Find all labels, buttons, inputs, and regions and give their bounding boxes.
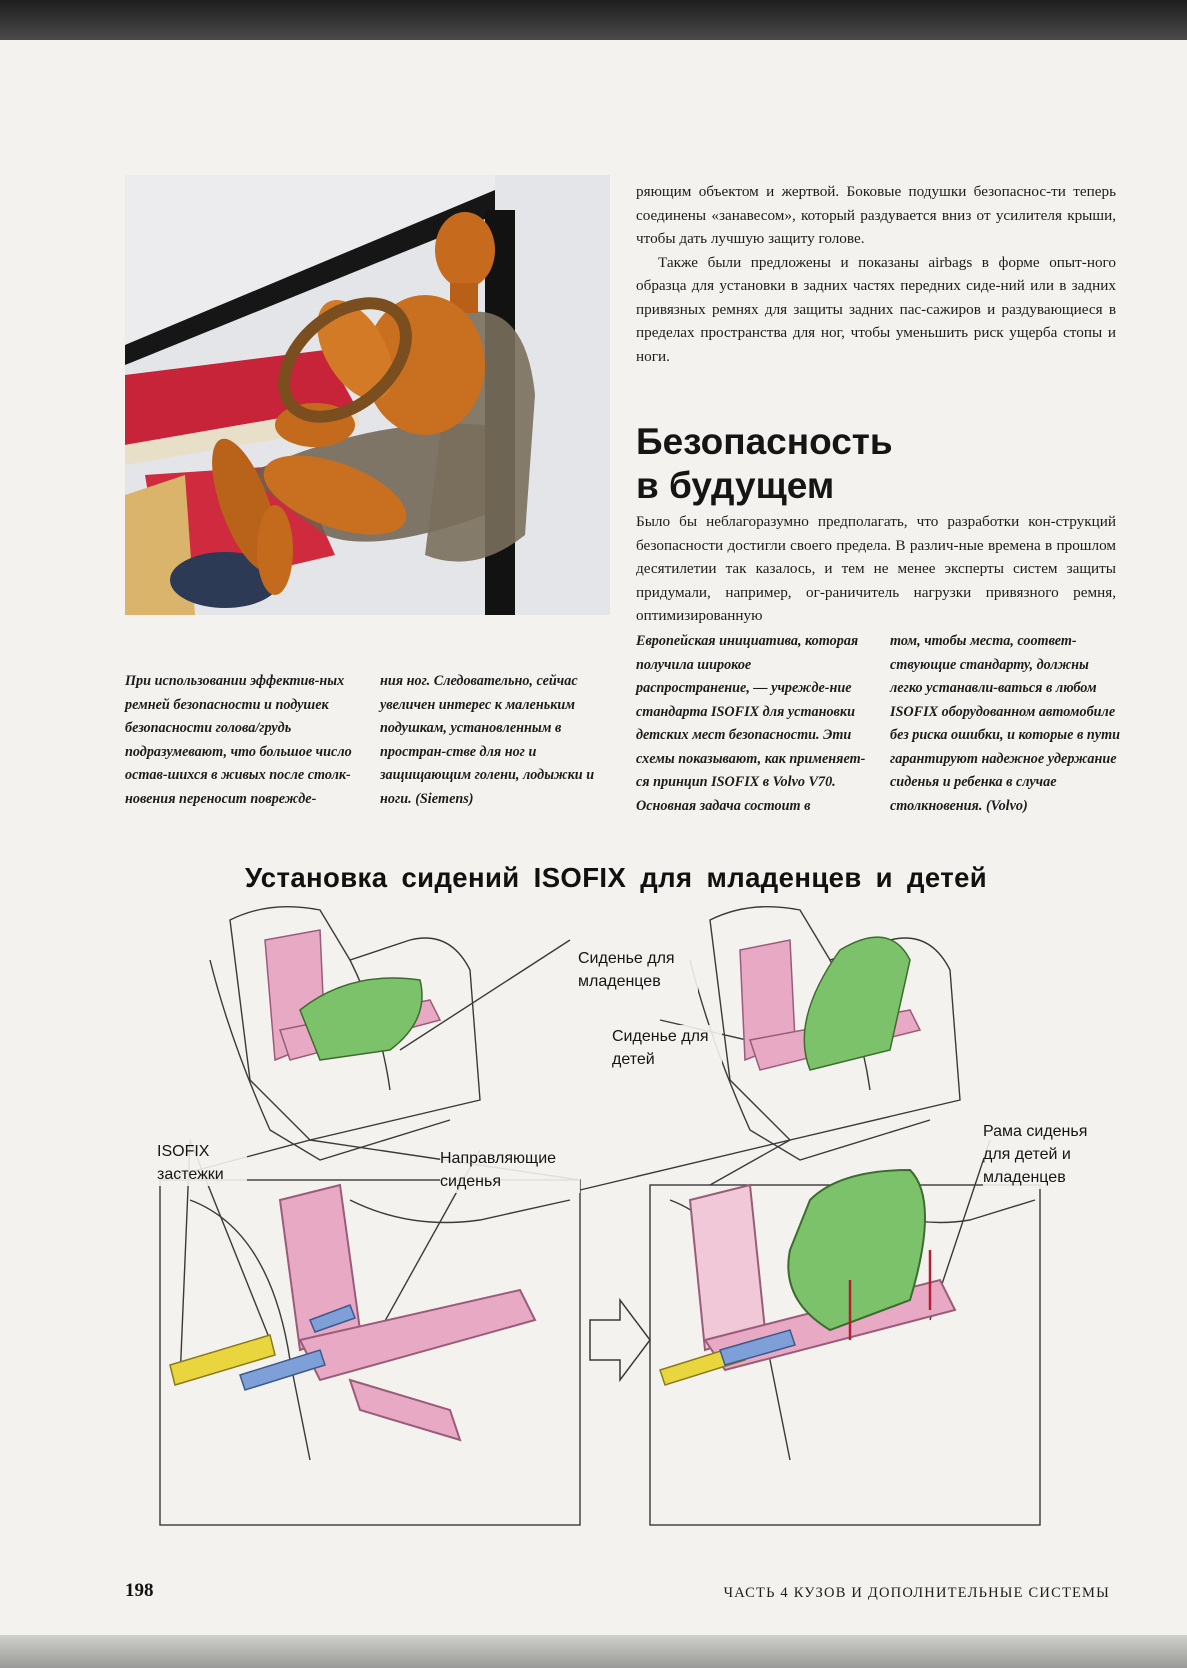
label-seat-frame: Рама сиденья для детей и младенцев	[983, 1120, 1113, 1189]
page-number: 198	[125, 1580, 154, 1601]
page-edge-bottom	[0, 1635, 1187, 1668]
heading-line-1: Безопасность	[636, 421, 893, 462]
body-paragraph-3: Было бы неблагоразумно предполагать, что разработки кон-струкций безопасности достигли своего предела. В различ-ные времена в прошлом десятилетии так казалось, и тем не менее эксперты систем защиты придумали, например, ог-раничитель нагрузки привязного ремня, оптимизированную	[636, 513, 1116, 624]
caption-siemens-part-2: ния ног. Следовательно, сейчас увеличен интерес к маленьким подушкам, установленным в простран-стве для ног и защищающим голени, лодыжки и ноги. (Siemens)	[380, 673, 595, 807]
label-seat-guides: Направляющие сиденья	[440, 1147, 580, 1193]
crash-dummy-illustration	[125, 175, 610, 615]
body-text-top	[636, 180, 1116, 368]
child-seat-top	[740, 937, 920, 1070]
label-infant-seat: Сиденье для младенцев	[578, 947, 698, 993]
label-child-seat: Сиденье для детей	[612, 1025, 722, 1071]
section-heading	[636, 420, 1116, 508]
book-page	[0, 40, 1187, 1635]
crash-dummy-svg	[125, 175, 610, 615]
diagram-title: Установка сидений ISOFIX для младенцев и детей	[245, 862, 988, 893]
label-isofix-clips: ISOFIX застежки	[157, 1140, 247, 1186]
heading-line-2: в будущем	[636, 465, 835, 506]
isofix-diagram-svg	[150, 900, 1110, 1540]
page-edge-top	[0, 0, 1187, 40]
caption-siemens-part-1: При использовании эффектив-ных ремней безопасности и подушек безопасности голова/грудь подразумевают, что большое число остав-шихся в живых после столк-новения переносит поврежде-	[125, 673, 352, 807]
caption-volvo-part-1: Европейская инициатива, которая получила широкое распространение, — учрежде-ние стандарта ISOFIX для установки детских мест безопасности. Эти схемы показывают, как применяет-ся принцип ISOFIX в Volvo V70. Основная задача состоит в	[636, 633, 866, 814]
body-paragraph-2: Также были предложены и показаны airbags в форме опыт-ного образца для установки в задних частях передних сиде-ний или в задних привязных ремнях для защиты задних пас-сажиров и раздувающиеся в пределах пространства для ног, чтобы уменьшить риск ущерба стопы и ноги.	[636, 253, 1116, 365]
isofix-diagram	[150, 900, 1110, 1540]
frame-with-seat	[660, 1170, 955, 1385]
running-head: ЧАСТЬ 4 КУЗОВ И ДОПОЛНИТЕЛЬНЫЕ СИСТЕМЫ	[723, 1585, 1110, 1601]
frame-with-clips	[170, 1185, 535, 1440]
caption-volvo-part-2: том, чтобы места, соответ-ствующие стандарту, должны легко устанавли-ваться в любом ISOFIX оборудованном автомобиле без риска ошибки, и которые в пути гарантируют надежное удержание сиденья и ребенка в случае столкновения. (Volvo)	[890, 633, 1120, 814]
body-paragraph-1: ряющим объектом и жертвой. Боковые подушки безопаснос-ти теперь соединены «занавесом», который раздувается вниз от усилителя крыши, чтобы дать лучшую защиту голове.	[636, 183, 1116, 247]
body-text-mid	[636, 510, 1116, 628]
